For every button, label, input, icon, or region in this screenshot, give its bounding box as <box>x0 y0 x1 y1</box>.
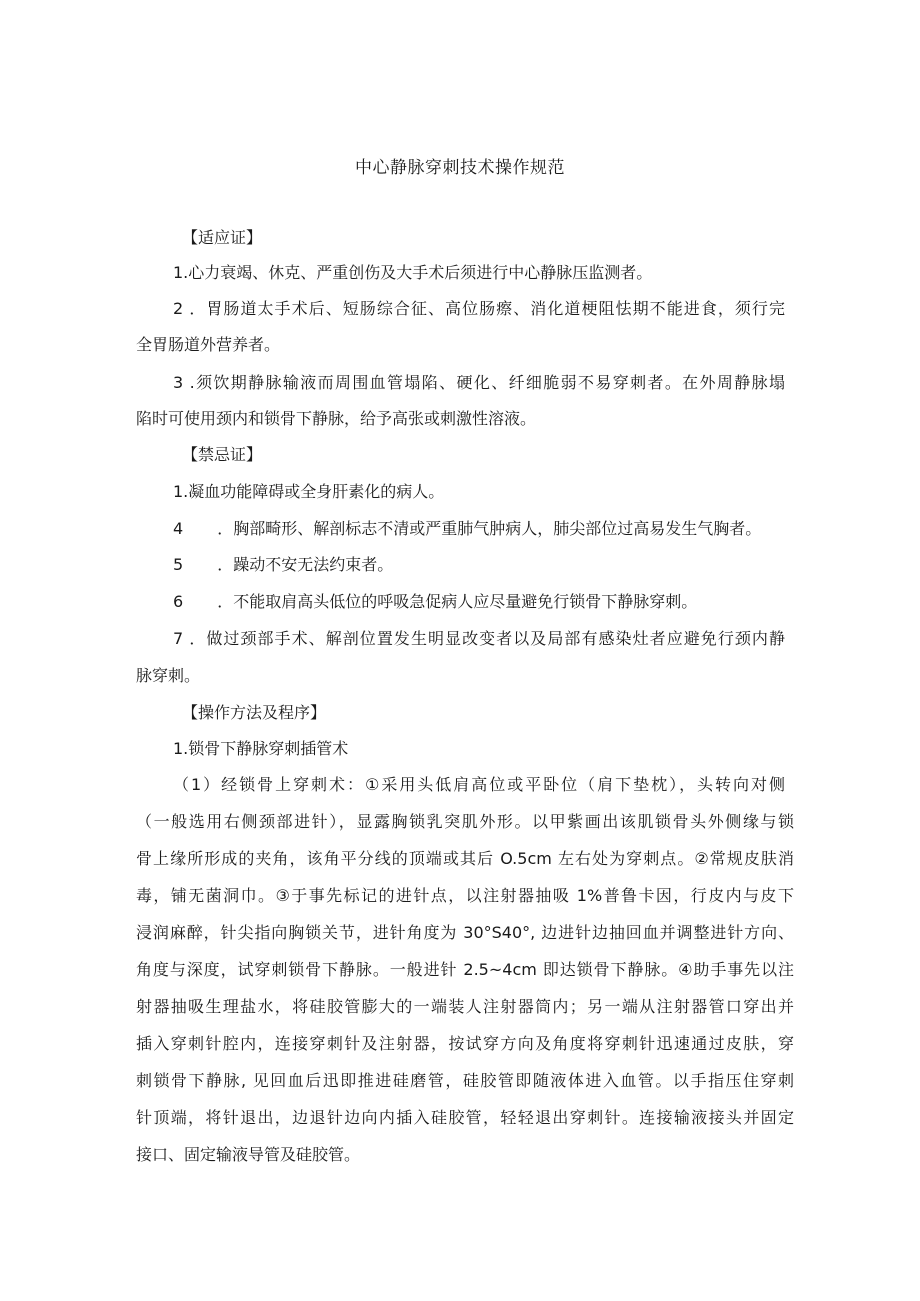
contraindication-item-6-text: ．不能取肩高头低位的呼吸急促病人应尽量避免行锁骨下静脉穿刺。 <box>217 592 698 611</box>
procedure-sub-line-1: （1）经锁骨上穿刺术：①采用头低肩高位或平卧位（肩下垫枕），头转向对侧 <box>173 775 785 794</box>
procedure-item-1: 1.锁骨下静脉穿刺插管术 <box>173 739 349 758</box>
contraindication-item-6 <box>173 591 697 613</box>
procedure-sub-line-5: 浸润麻醉，针尖指向胸锁关节，进针角度为 30°S40°, 边进针边抽回血并调整进针方向、 <box>136 923 794 942</box>
indication-item-2-line-1: 2 ．胃肠道太手术后、短肠综合征、高位肠瘵、消化道梗阻怯期不能进食，须行完 <box>173 299 785 318</box>
indication-item-2-line-2: 全胃肠道外营养者。 <box>136 335 281 354</box>
contraindications-heading: 【禁忌证】 <box>182 445 263 464</box>
contraindication-item-5-text: ．躁动不安无法约束者。 <box>217 555 394 574</box>
procedure-sub-line-3: 骨上缘所形成的夹角，该角平分线的顶端或其后 O.5cm 左右处为穿刺点。②常规皮肤消 <box>136 849 794 868</box>
contraindication-item-4 <box>173 518 761 540</box>
contraindication-item-7-line-2: 脉穿刺。 <box>136 666 201 685</box>
procedure-heading: 【操作方法及程序】 <box>182 703 327 722</box>
procedure-sub-line-7: 射器抽吸生理盐水，将硅胶管膨大的一端装人注射器筒内；另一端从注射器管口穿出并 <box>136 997 794 1016</box>
procedure-sub-line-6: 角度与深度，试穿刺锁骨下静脉。一般进针 2.5~4cm 即达锁骨下静脉。④助手事先以注 <box>136 960 794 979</box>
contraindication-item-4-text: ．胸部畸形、解剖标志不清或严重肺气肿病人，肺尖部位过高易发生气胸者。 <box>217 519 762 538</box>
contraindication-item-4-number: 4 <box>173 519 184 538</box>
contraindication-item-7-line-1: 7 ．做过颈部手术、解剖位置发生明显改变者以及局部有感染灶者应避免行颈内静 <box>173 629 785 648</box>
procedure-sub-line-9: 刺锁骨下静脉, 见回血后迅即推进硅磨管，硅胶管即随液体进入血管。以手指压住穿刺 <box>136 1071 794 1090</box>
contraindication-item-5-number: 5 <box>173 555 184 574</box>
indication-item-1: 1.心力衰竭、休克、严重创伤及大手术后须进行中心静脉压监测者。 <box>173 263 653 282</box>
indication-item-3-line-2: 陷时可使用颈内和锁骨下静脉，给予高张或刺激性溶液。 <box>136 409 537 428</box>
contraindication-item-5 <box>173 554 393 576</box>
procedure-sub-line-10: 针顶端，将针退出，边退针边向内插入硅胶管，轻轻退出穿刺针。连接输液接头并固定 <box>136 1108 794 1127</box>
procedure-sub-line-4: 毒，铺无菌洞巾。③于事先标记的进针点，以注射器抽吸 1%普鲁卡因，行皮内与皮下 <box>136 886 794 905</box>
contraindication-item-1: 1.凝血功能障碍或全身肝素化的病人。 <box>173 482 445 501</box>
indication-item-3-line-1: 3 .须饮期静脉输液而周围血管塌陷、硬化、纤细脆弱不易穿刺者。在外周静脉塌 <box>173 373 785 392</box>
indications-heading: 【适应证】 <box>182 228 263 247</box>
procedure-sub-line-8: 插入穿刺针腔内，连接穿刺针及注射器，按试穿方向及角度将穿刺针迅速通过皮肤，穿 <box>136 1034 794 1053</box>
document-title: 中心静脉穿刺技术操作规范 <box>355 158 565 178</box>
procedure-sub-line-2: （一般选用右侧颈部进针），显露胸锁乳突肌外形。以甲紫画出该肌锁骨头外侧缘与锁 <box>136 812 794 831</box>
procedure-sub-line-11: 接口、固定输液导管及硅胶管。 <box>136 1145 361 1164</box>
contraindication-item-6-number: 6 <box>173 592 184 611</box>
